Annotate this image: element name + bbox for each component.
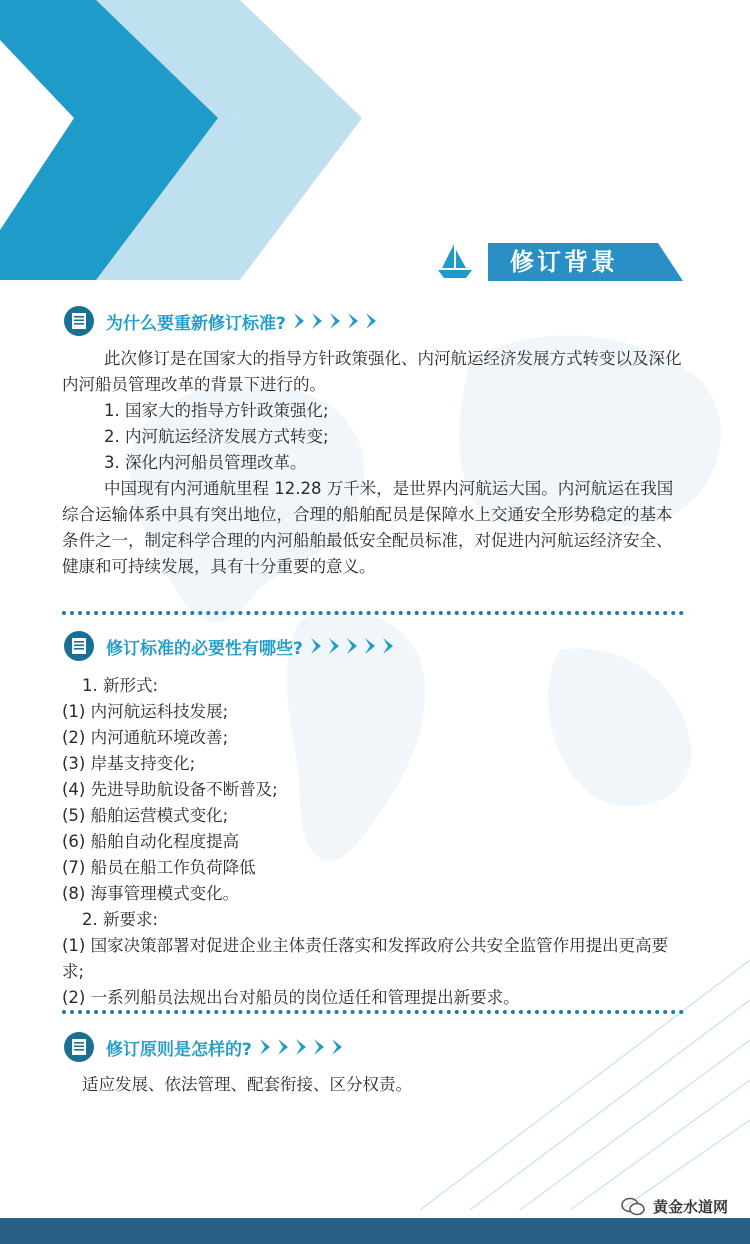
section-header-principles [64,1032,344,1062]
paragraph: 此次修订是在国家大的指导方针政策强化、内河航运经济发展方式转变以及深化内河船员管理改革的背景下进行的。 [62,349,682,394]
section-principles-body [62,1072,684,1098]
list-item: (1) 国家决策部署对促进企业主体责任落实和发挥政府公共安全监管作用提出更高要求; [62,936,669,981]
ship-icon [436,240,474,282]
section-why-body [62,346,684,580]
section-header-why [64,306,378,336]
list-item: 1. 国家大的指导方针政策强化; [104,401,329,420]
divider [62,1010,684,1014]
document-icon [64,1032,94,1062]
list-item: (5) 船舶运营模式变化; [62,806,229,825]
paragraph: 适应发展、依法管理、配套衔接、区分权责。 [82,1075,412,1094]
footer-bar [0,1218,750,1244]
list-item: (2) 一系列船员法规出台对船员的岗位适任和管理提出新要求。 [62,988,520,1007]
list-item: 1. 新形式: [82,676,159,695]
divider [62,611,684,615]
list-item: (8) 海事管理模式变化。 [62,884,240,903]
section-header-necessity [64,631,395,661]
section-title: 修订原则是怎样的? [106,1039,252,1060]
paragraph: 中国现有内河通航里程 12.28 万千米，是世界内河航运大国。内河航运在我国综合运输体系中具有突出地位，合理的船舶配员是保障水上交通安全形势稳定的基本条件之一，制定科学合理的内河船舶最低安全配员标准，对促进内河航运经济安全、健康和可持续发展，具有十分重要的意义。 [62,479,674,576]
document-icon [64,306,94,336]
arrows-icon [294,311,378,331]
list-item: (1) 内河航运科技发展; [62,702,229,721]
arrows-icon [260,1037,344,1057]
section-necessity-body [62,673,684,1011]
section-title: 修订标准的必要性有哪些? [106,638,303,659]
footer-brand-text: 黄金水道网 [652,1198,728,1216]
document-icon [64,631,94,661]
footer-brand [621,1196,728,1217]
list-item: (2) 内河通航环境改善; [62,728,229,747]
list-item: (4) 先进导助航设备不断普及; [62,780,278,799]
list-item: (3) 岸基支持变化; [62,754,196,773]
list-item: 2. 新要求: [82,910,159,929]
list-item: 3. 深化内河船员管理改革。 [104,453,307,472]
section-title: 为什么要重新修订标准? [106,313,286,334]
banner-title: 修订背景 [510,248,618,276]
arrows-icon [311,636,395,656]
wechat-icon [621,1197,645,1217]
list-item: (7) 船员在船工作负荷降低 [62,858,256,877]
list-item: (6) 船舶自动化程度提高 [62,832,240,851]
list-item: 2. 内河航运经济发展方式转变; [104,427,329,446]
